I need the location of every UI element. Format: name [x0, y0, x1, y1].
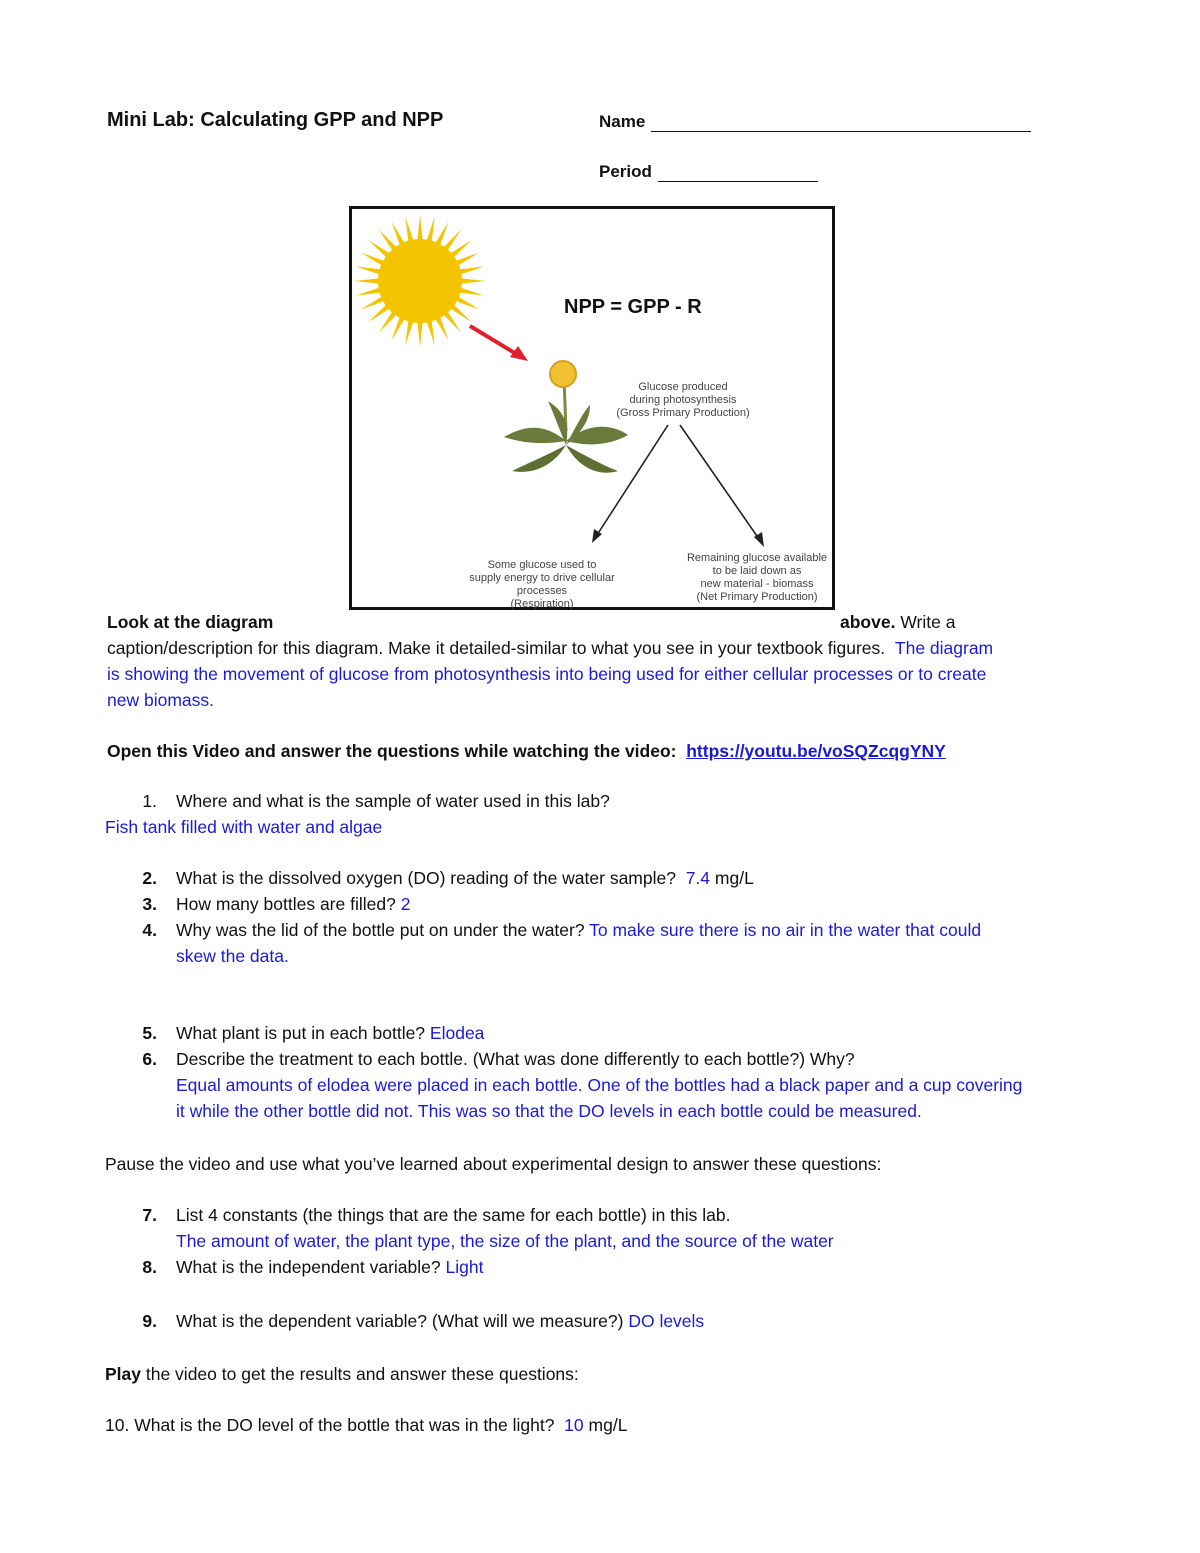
- sun-ray: [356, 266, 382, 274]
- answer-4-cont: skew the data.: [176, 946, 289, 966]
- respiration-label: Some glucose used to supply energy to drive cellular processes (Respiration): [469, 559, 615, 610]
- name-label: Name: [599, 112, 646, 131]
- sun-ray: [455, 296, 480, 310]
- sun-ray: [361, 252, 386, 266]
- answer-7: The amount of water, the plant type, the size of the plant, and the source of the water: [176, 1231, 834, 1251]
- biomass-arrow: [680, 425, 764, 547]
- sun-ray: [417, 321, 422, 347]
- glucose-produced-label: Glucose produced during photosynthesis (Gross Primary Production): [616, 381, 750, 419]
- sun-ray: [417, 215, 422, 241]
- caption-lead: Look at the diagram: [107, 612, 274, 632]
- npp-equation: NPP = GPP - R: [564, 296, 702, 318]
- sun-icon: [354, 215, 486, 347]
- sun-ray: [426, 217, 434, 243]
- sun-ray: [361, 296, 386, 310]
- sun-ray: [405, 217, 413, 243]
- video-link[interactable]: https://youtu.be/voSQZcqgYNY: [686, 741, 946, 761]
- sun-ray: [426, 319, 434, 345]
- answer-3: 2: [400, 894, 411, 914]
- answer-2: 7.4: [685, 868, 711, 888]
- answer-9: DO levels: [628, 1311, 705, 1331]
- answer-6: Equal amounts of elodea were placed in each bottle. One of the bottles had a black paper and a cup covering: [176, 1075, 1023, 1095]
- biomass-label: Remaining glucose available to be laid down as new material - biomass (Net Primary Production): [686, 552, 828, 603]
- answer-1: Fish tank filled with water and algae: [105, 817, 383, 837]
- diagram-graphic: [352, 209, 832, 607]
- sun-ray: [435, 316, 449, 341]
- answer-10: 10: [564, 1415, 584, 1435]
- video-prompt: Open this Video and answer the questions while watching the video:: [107, 741, 677, 761]
- answer-5: Elodea: [429, 1023, 485, 1043]
- sun-ray: [458, 266, 484, 274]
- sunlight-arrow: [470, 326, 528, 361]
- sun-ray: [455, 252, 480, 266]
- caption-prompt-line1-end: above. Write a: [840, 612, 956, 632]
- sun-ray: [391, 316, 405, 341]
- sun-ray: [356, 287, 382, 295]
- play-instructions: Play the video to get the results and answer these questions:: [105, 1364, 579, 1384]
- pause-instructions: Pause the video and use what you’ve learned about experimental design to answer these questions:: [105, 1154, 882, 1174]
- video-prompt-row: [107, 738, 946, 764]
- answer-8: Light: [445, 1257, 484, 1277]
- caption-answer-end: new biomass.: [107, 690, 214, 710]
- caption-answer-line: is showing the movement of glucose from photosynthesis into being used for either cellular processes or to create: [107, 664, 987, 684]
- name-field: [599, 112, 1031, 132]
- sun-ray: [435, 222, 449, 247]
- npp-gpp-diagram: [349, 206, 835, 610]
- period-blank[interactable]: [658, 163, 818, 182]
- sun-ray: [458, 287, 484, 295]
- page-title: Mini Lab: Calculating GPP and NPP: [107, 109, 444, 131]
- sun-ray: [405, 319, 413, 345]
- sun-ray: [460, 278, 486, 283]
- period-label: Period: [599, 162, 652, 181]
- caption-answer-start: The diagram: [894, 638, 994, 658]
- caption-prompt-line2: caption/description for this diagram. Make it detailed-similar to what you see in your textbook figures. The diagram: [107, 638, 994, 658]
- answer-6-cont: it while the other bottle did not. This was so that the DO levels in each bottle could be measured.: [176, 1101, 922, 1121]
- name-blank[interactable]: [651, 113, 1031, 132]
- caption-prompt-line1: [107, 609, 273, 635]
- sun-disc: [378, 239, 462, 323]
- answer-4: To make sure there is no air in the water that could: [589, 920, 982, 940]
- period-field: [599, 162, 818, 182]
- sun-ray: [354, 278, 380, 283]
- question-10: 10. What is the DO level of the bottle that was in the light? 10 mg/L: [105, 1415, 628, 1435]
- sun-ray: [391, 222, 405, 247]
